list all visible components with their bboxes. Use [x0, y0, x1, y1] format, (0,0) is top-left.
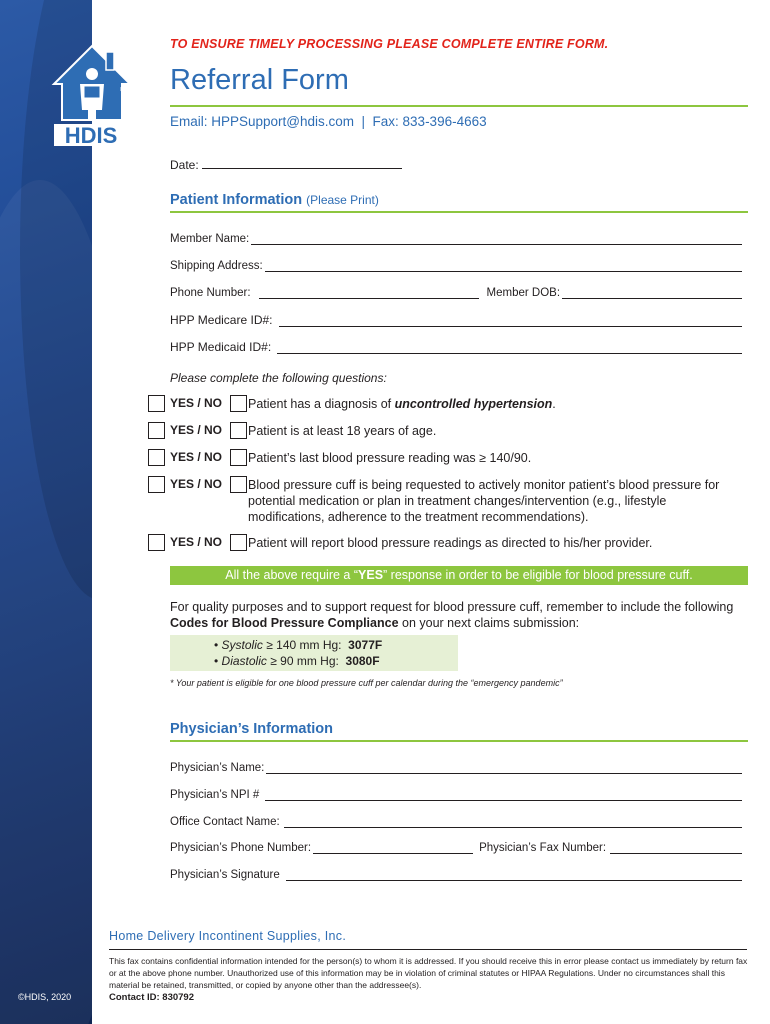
date-input-line[interactable] [202, 156, 402, 169]
physician-phone-line[interactable] [313, 842, 473, 854]
physician-signature-line[interactable] [286, 869, 742, 881]
processing-notice: TO ENSURE TIMELY PROCESSING PLEASE COMPLETE ENTIRE FORM. [170, 37, 609, 51]
copyright: ©HDIS, 2020 [18, 992, 72, 1002]
member-name-line[interactable] [251, 233, 742, 245]
yes-checkbox[interactable] [148, 422, 165, 439]
question-text: Patient has a diagnosis of uncontrolled hypertension. [248, 397, 556, 411]
systolic-code-row: • Systolic ≥ 140 mm Hg: 3077F [214, 638, 383, 652]
no-checkbox[interactable] [230, 395, 247, 412]
phone-dob-field[interactable] [170, 287, 742, 299]
logo-text: HDIS [64, 123, 118, 148]
physician-npi-line[interactable] [265, 789, 742, 801]
member-dob-label: Member DOB: [486, 287, 561, 299]
phone-number-line[interactable] [259, 287, 479, 299]
physician-phone-fax-field[interactable] [170, 842, 742, 854]
shipping-address-field[interactable] [170, 260, 742, 272]
medicaid-id-field[interactable] [170, 340, 742, 354]
contact-id: Contact ID: 830792 [109, 992, 195, 1003]
diastolic-code-row: • Diastolic ≥ 90 mm Hg: 3080F [214, 654, 380, 668]
shipping-address-label: Shipping Address: [170, 260, 263, 272]
eligibility-banner: All the above require a “YES” response in order to be eligible for blood pressure cuff. [170, 566, 748, 585]
yes-no-label: YES / NO [170, 535, 223, 549]
no-checkbox[interactable] [230, 449, 247, 466]
company-name: Home Delivery Incontinent Supplies, Inc. [109, 929, 347, 943]
physician-name-line[interactable] [266, 762, 742, 774]
office-contact-field[interactable] [170, 816, 742, 828]
yes-no-label: YES / NO [170, 450, 223, 464]
question-text: Patient will report blood pressure readings as directed to his/her provider. [248, 536, 653, 550]
physician-section-heading: Physician’s Information [170, 721, 334, 737]
question-text: Patient’s last blood pressure reading was ≥ 140/90. [248, 451, 532, 465]
medicaid-id-line[interactable] [277, 342, 742, 354]
physician-signature-field[interactable] [170, 869, 742, 881]
medicare-id-label: HPP Medicare ID#: [170, 313, 273, 327]
patient-divider [170, 211, 748, 213]
shipping-address-line[interactable] [265, 260, 742, 272]
page-title: Referral Form [170, 64, 349, 96]
hdis-logo [50, 38, 134, 150]
compliance-codes-box [170, 635, 458, 671]
confidentiality-notice: This fax contains confidential information intended for the person(s) to whom it is addressed. If you should receive this in error please contact us immediately by return fax or at the above phone number. Unauthorized use of this information may be in violation of criminal statutes or HIPAA Regulations. Under no circumstances shall this material be retained, transmitted, or copied by anyone other than the addressee(s). [109, 956, 748, 990]
physician-phone-label: Physician’s Phone Number: [170, 842, 312, 854]
date-field[interactable] [170, 156, 402, 172]
yes-checkbox[interactable] [148, 395, 165, 412]
member-dob-line[interactable] [562, 287, 742, 299]
sidebar-band [0, 0, 92, 1024]
medicare-id-line[interactable] [279, 315, 743, 327]
eligibility-footnote: * Your patient is eligible for one blood pressure cuff per calendar during the “emergency pandemic” [170, 678, 563, 688]
quality-note: For quality purposes and to support request for blood pressure cuff, remember to include the following Codes for Blood Pressure Compliance on your next claims submission: [170, 600, 734, 630]
physician-name-field[interactable] [170, 762, 742, 774]
yes-checkbox[interactable] [148, 534, 165, 551]
no-checkbox[interactable] [230, 422, 247, 439]
contact-info: Email: HPPSupport@hdis.com | Fax: 833-396-4663 [170, 114, 487, 129]
member-name-label: Member Name: [170, 233, 250, 245]
physician-fax-line[interactable] [610, 842, 742, 854]
patient-heading-text: Patient Information [170, 192, 303, 208]
physician-signature-label: Physician’s Signature [170, 869, 280, 881]
date-label: Date: [170, 158, 199, 172]
please-print-note: (Please Print) [306, 193, 379, 207]
yes-no-label: YES / NO [170, 477, 223, 491]
registered-mark: ® [120, 85, 126, 94]
yes-checkbox[interactable] [148, 476, 165, 493]
physician-fax-label: Physician’s Fax Number: [479, 842, 607, 854]
footer-divider [109, 949, 747, 950]
patient-section-heading [170, 192, 379, 208]
physician-divider [170, 740, 748, 742]
office-contact-line[interactable] [284, 816, 742, 828]
physician-name-label: Physician’s Name: [170, 762, 265, 774]
physician-npi-label: Physician’s NPI # [170, 789, 260, 801]
question-text: Patient is at least 18 years of age. [248, 424, 437, 438]
member-name-field[interactable] [170, 233, 742, 245]
no-checkbox[interactable] [230, 534, 247, 551]
yes-no-label: YES / NO [170, 396, 223, 410]
title-divider [170, 105, 748, 107]
phone-number-label: Phone Number: [170, 287, 251, 299]
question-text: Blood pressure cuff is being requested to actively monitor patient’s blood pressure for potential medication or plan in treatment changes/intervention (e.g., lifestyle modifications, adherence to the treatment recommendations). [248, 478, 720, 524]
physician-npi-field[interactable] [170, 789, 742, 801]
questions-intro: Please complete the following questions: [170, 371, 387, 385]
yes-no-label: YES / NO [170, 423, 223, 437]
yes-checkbox[interactable] [148, 449, 165, 466]
medicaid-id-label: HPP Medicaid ID#: [170, 340, 272, 354]
medicare-id-field[interactable] [170, 313, 742, 327]
no-checkbox[interactable] [230, 476, 247, 493]
office-contact-label: Office Contact Name: [170, 816, 280, 828]
